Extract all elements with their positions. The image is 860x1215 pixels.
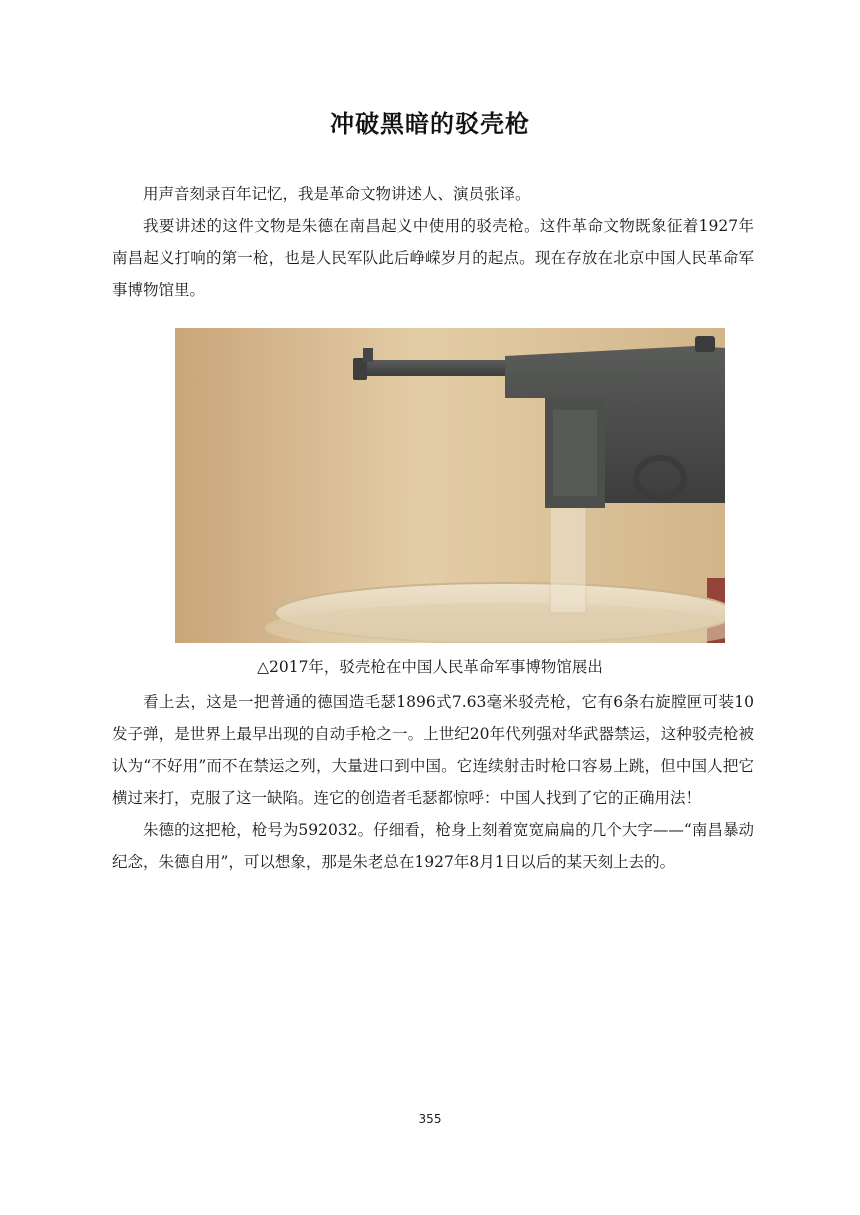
text-block-main [112, 686, 754, 878]
pistol-photo [175, 328, 725, 643]
pistol-illustration [175, 328, 725, 643]
figure-caption: △2017年，驳壳枪在中国人民革命军事博物馆展出 [257, 658, 603, 676]
paragraph: 看上去，这是一把普通的德国造毛瑟1896式7.63毫米驳壳枪，它有6条右旋膛匣可装10发子弹，是世界上最早出现的自动手枪之一。上世纪20年代列强对华武器禁运，这种驳壳枪被认为“不好用”而不在禁运之列，大量进口到中国。它连续射击时枪口容易上跳，但中国人把它横过来打，克服了这一缺陷。连它的创造者毛瑟都惊呼：中国人找到了它的正确用法！ [112, 693, 754, 807]
paragraph: 用声音刻录百年记忆，我是革命文物讲述人、演员张译。 [143, 185, 531, 203]
page-number: 355 [418, 1112, 442, 1126]
text-block-intro [112, 178, 754, 306]
paragraph: 朱德的这把枪，枪号为592032。仔细看，枪身上刻着宽宽扁扁的几个大字——“南昌暴动纪念，朱德自用”，可以想象，那是朱老总在1927年8月1日以后的某天刻上去的。 [112, 821, 754, 871]
page-title: 冲破黑暗的驳壳枪 [330, 110, 530, 138]
paragraph: 我要讲述的这件文物是朱德在南昌起义中使用的驳壳枪。这件革命文物既象征着1927年南昌起义打响的第一枪，也是人民军队此后峥嵘岁月的起点。现在存放在北京中国人民革命军事博物馆里。 [112, 217, 754, 299]
